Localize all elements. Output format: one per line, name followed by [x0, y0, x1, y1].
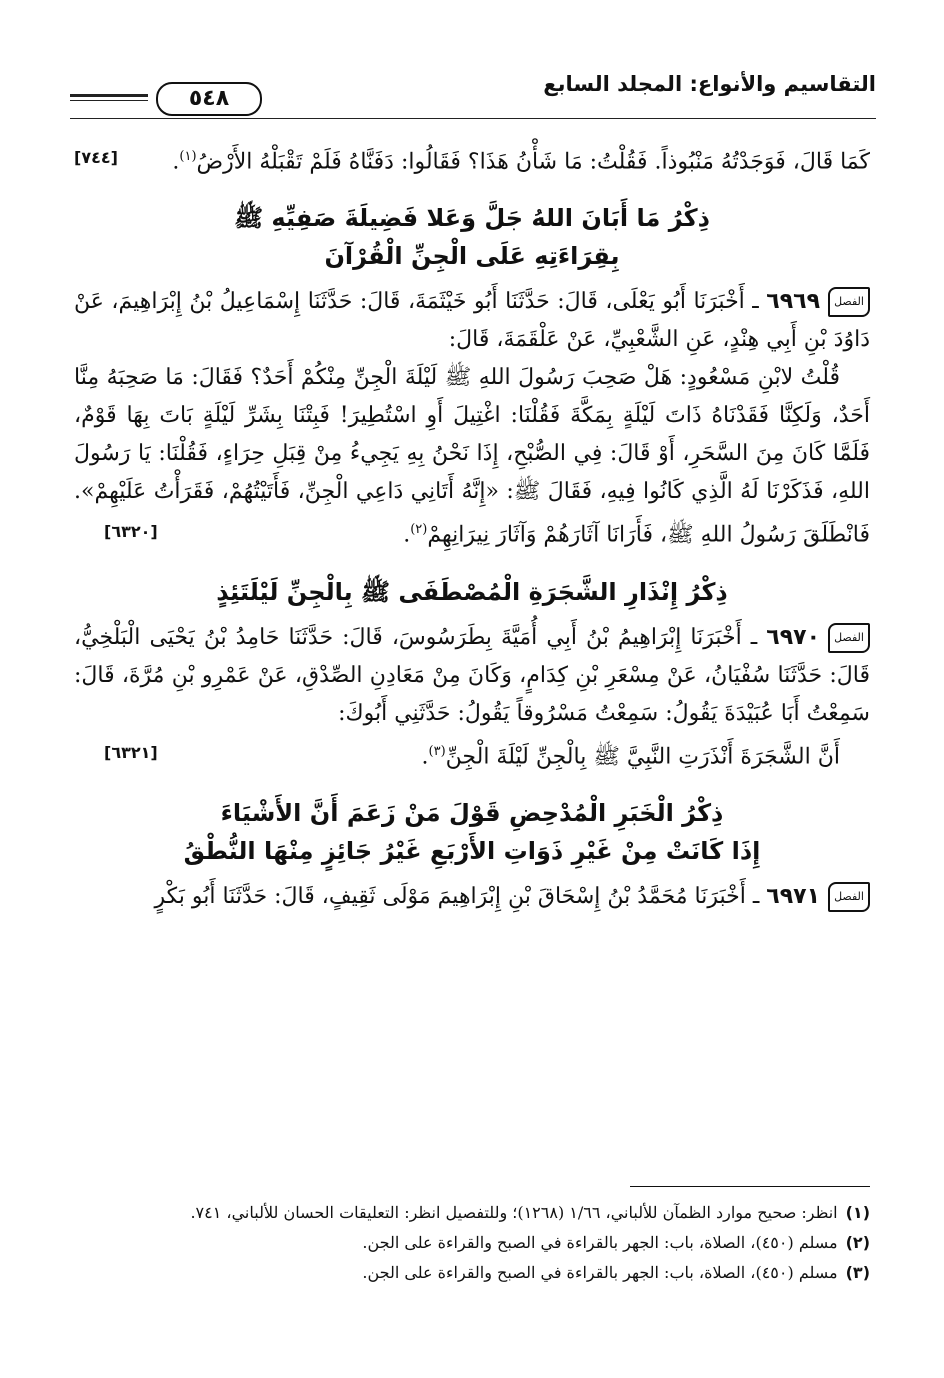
hadith-number: ٦٩٧٠	[766, 624, 820, 650]
hadith-number: ٦٩٧١	[766, 883, 820, 909]
footnote-text: مسلم (٤٥٠)، الصلاة، باب: الجهر بالقراءة في الصبح والقراءة على الجن.	[362, 1233, 838, 1252]
hadith-reference: [٧٤٤]	[74, 148, 118, 168]
page-number: ٥٤٨	[156, 82, 262, 116]
heading-line: ذِكْرُ إِنْذَارِ الشَّجَرَةِ الْمُصْطَفَى ﷺ بِالْجِنِّ لَيْلَتَئِذٍ	[216, 577, 728, 606]
footnote-number: (٢)	[845, 1233, 870, 1252]
chapter-heading-2	[74, 573, 870, 611]
hadith-number: ٦٩٦٩	[766, 289, 820, 315]
running-header	[70, 72, 876, 118]
heading-line: إِذَا كَانَتْ مِنْ غَيْرِ ذَوَاتِ الأَرْبَعِ غَيْرُ جَائِزٍ مِنْهَا النُّطْقُ	[183, 836, 761, 865]
page-body	[74, 138, 870, 916]
continued-text: كَمَا قَالَ، فَوَجَدْتُهُ مَنْبُوذاً. فَقُلْتُ: مَا شَأْنُ هَذَا؟ فَقَالُوا: دَفَنَّاهُ فَلَمْ تَقْبَلْهُ الأَرْضُ	[196, 149, 870, 175]
footnote	[74, 1199, 870, 1227]
footnote-text: انظر: صحيح موارد الظمآن للألباني، ١/٦٦ (١٢٦٨)؛ وللتفصيل انظر: التعليقات الحسان للألباني، ٧٤١.	[190, 1203, 838, 1222]
matn-text: قُلْتُ لابْنِ مَسْعُودٍ: هَلْ صَحِبَ رَسُولَ اللهِ ﷺ لَيْلَةَ الْجِنِّ مِنْكُمْ أَحَدٌ؟ فَقَالَ: مَا صَحِبَهُ مِنَّا أَحَدٌ، وَلَكِنَّا فَقَدْنَاهُ ذَاتَ لَيْلَةٍ بِمَكَّةَ فَقُلْنَا: اغْتِيلَ أَوِ اسْتُطِيرَ! فَبِتْنَا بِشَرِّ لَيْلَةٍ بَاتَ بِهَا قَوْمٌ، فَلَمَّا كَانَ مِنَ السَّحَرِ، أَوْ قَالَ: فِي الصُّبْحِ، إِذَا نَحْنُ بِهِ يَجِيءُ مِنْ قِبَلِ حِرَاءٍ، فَقُلْنَا: يَا رَسُولَ اللهِ، فَذَكَرْنَا لَهُ الَّذِي كَانُوا فِيهِ، فَقَالَ ﷺ: «إِنَّهُ أَتَانِي دَاعِي الْجِنِّ، فَأَتَيْتُهُمْ، فَقَرَأْتُ عَلَيْهِمْ». فَانْطَلَقَ رَسُولُ اللهِ ﷺ، فَأَرَانَا آثَارَهُمْ وَآثَارَ نِيرَانِهِمْ	[74, 365, 870, 548]
heading-line: ذِكْرُ الْخَبَرِ الْمُدْحِضِ قَوْلَ مَنْ زَعَمَ أَنَّ الأَشْيَاءَ	[220, 798, 724, 827]
footnote-mark: (٣)	[428, 743, 446, 759]
hadith-matn: قُلْتُ لابْنِ مَسْعُودٍ: هَلْ صَحِبَ رَسُولَ اللهِ ﷺ لَيْلَةَ الْجِنِّ مِنْكُمْ أَحَدٌ؟ فَقَالَ: مَا صَحِبَهُ مِنَّا أَحَدٌ، وَلَكِنَّا فَقَدْنَاهُ ذَاتَ لَيْلَةٍ بِمَكَّةَ فَقُلْنَا: اغْتِيلَ أَوِ اسْتُطِيرَ! فَبِتْنَا بِشَرِّ لَيْلَةٍ بَاتَ بِهَا قَوْمٌ، فَلَمَّا كَانَ مِنَ السَّحَرِ، أَوْ قَالَ: فِي الصُّبْحِ، إِذَا نَحْنُ بِهِ يَجِيءُ مِنْ قِبَلِ حِرَاءٍ، فَقُلْنَا: يَا رَسُولَ اللهِ، فَذَكَرْنَا لَهُ الَّذِي كَانُوا فِيهِ، فَقَالَ ﷺ: «إِنَّهُ أَتَانِي دَاعِي الْجِنِّ، فَأَتَيْتُهُمْ، فَقَرَأْتُ عَلَيْهِمْ». فَانْطَلَقَ رَسُولُ اللهِ ﷺ، فَأَرَانَا آثَارَهُمْ وَآثَارَ نِيرَانِهِمْ$^{(٢)}$. [٦٣٢٠]	[74, 359, 870, 554]
hadith-matn: أَنَّ الشَّجَرَةَ أَنْذَرَتِ النَّبِيَّ ﷺ بِالْجِنِّ لَيْلَةَ الْجِنِّ$^{(٣)}$. [٦٣٢١]	[74, 733, 870, 776]
header-underline	[70, 118, 876, 119]
matn-text: أَنَّ الشَّجَرَةَ أَنْذَرَتِ النَّبِيَّ ﷺ بِالْجِنِّ لَيْلَةَ الْجِنِّ	[445, 743, 840, 769]
header-rule	[70, 94, 148, 97]
chapter-heading-1	[74, 199, 870, 275]
isnad-text: ـ أَخْبَرَنَا إِبْرَاهِيمُ بْنُ أَبِي أُمَيَّةَ بِطَرَسُوسَ، قَالَ: حَدَّثَنَا حَامِدُ بْنُ يَحْيَى الْبَلْخِيُّ، قَالَ: حَدَّثَنَا سُفْيَانُ، عَنْ مِسْعَرِ بْنِ كِدَامٍ، وَكَانَ مِنْ مَعَادِنِ الصِّدْقِ، عَنْ عَمْرِو بْنِ مُرَّةَ، قَالَ: سَمِعْتُ أَبَا عُبَيْدَةَ يَقُولُ: سَمِعْتُ مَسْرُوقاً يَقُولُ: حَدَّثَنِي أَبُوكَ:	[74, 624, 870, 726]
footnote	[74, 1229, 870, 1257]
isnad-text: ـ أَخْبَرَنَا أَبُو يَعْلَى، قَالَ: حَدَّثَنَا أَبُو خَيْثَمَةَ، قَالَ: حَدَّثَنَا إِسْمَاعِيلُ بْنُ إِبْرَاهِيمَ، عَنْ دَاوُدَ بْنِ أَبِي هِنْدٍ، عَنِ الشَّعْبِيِّ، عَنْ عَلْقَمَةَ، قَالَ:	[74, 289, 870, 353]
chapter-heading-3	[74, 794, 870, 870]
header-rule-thin	[70, 100, 148, 101]
footnote-mark: (١)	[179, 149, 197, 164]
seal-icon: الفصل	[828, 882, 870, 912]
footnote	[74, 1259, 870, 1287]
footnote-text: مسلم (٤٥٠)، الصلاة، باب: الجهر بالقراءة في الصبح والقراءة على الجن.	[362, 1263, 838, 1282]
footnote-number: (٣)	[845, 1263, 870, 1282]
footnote-divider	[630, 1186, 870, 1187]
seal-icon: الفصل	[828, 287, 870, 317]
hadith-isnad	[74, 878, 870, 916]
heading-line: ذِكْرُ مَا أَبَانَ اللهُ جَلَّ وَعَلا فَضِيلَةَ صَفِيِّهِ ﷺ	[234, 204, 710, 233]
footnote-number: (١)	[845, 1203, 870, 1222]
footnotes	[74, 1186, 870, 1289]
isnad-text: ـ أَخْبَرَنَا مُحَمَّدُ بْنُ إِسْحَاقَ بْنِ إِبْرَاهِيمَ مَوْلَى ثَقِيفٍ، قَالَ: حَدَّثَنَا أَبُو بَكْرٍ	[154, 883, 760, 909]
hadith-isnad	[74, 619, 870, 733]
hadith-reference: [٦٣٢٠]	[104, 521, 158, 541]
seal-icon: الفصل	[828, 623, 870, 653]
continued-paragraph: كَمَا قَالَ، فَوَجَدْتُهُ مَنْبُوذاً. فَقُلْتُ: مَا شَأْنُ هَذَا؟ فَقَالُوا: دَفَنَّاهُ فَلَمْ تَقْبَلْهُ الأَرْضُ$^{(١)}$. [٧٤٤]	[74, 138, 870, 181]
hadith-isnad	[74, 283, 870, 359]
heading-line: بِقِرَاءَتِهِ عَلَى الْجِنِّ الْقُرْآنَ	[324, 242, 620, 271]
running-title: التقاسيم والأنواع: المجلد السابع	[543, 72, 876, 96]
hadith-reference: [٦٣٢١]	[104, 742, 158, 762]
footnote-mark: (٢)	[410, 522, 428, 538]
